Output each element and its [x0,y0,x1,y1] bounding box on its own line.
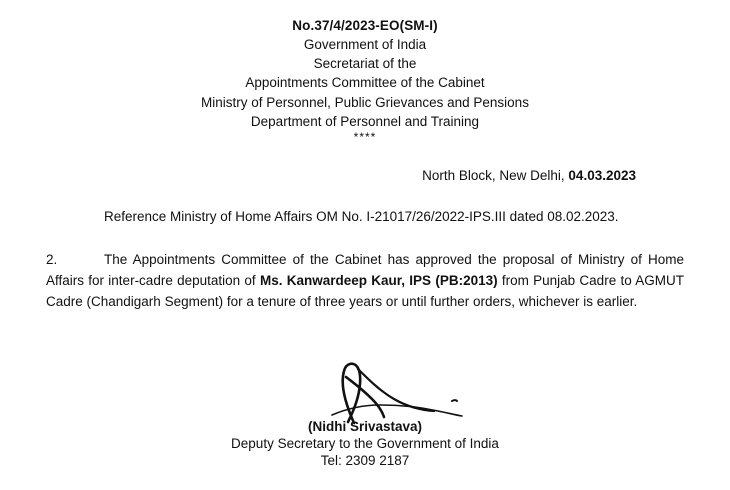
paragraph-2 [46,250,684,313]
paragraph-2-part2: from Punjab Cadre to AGMUT Cadre (Chandigarh Segment) for a tenure of three years or until further orders, whichever is earlier. [46,272,684,309]
header-line-4: Ministry of Personnel, Public Grievances and Pensions [201,94,529,110]
date-text: 04.03.2023 [568,167,636,183]
paragraph-2-body [46,250,684,313]
signatory-telephone: Tel: 2309 2187 [320,453,410,468]
reference-number: No.37/4/2023-EO(SM-I) [292,18,438,33]
handwritten-signature-icon [0,357,730,423]
header-separator: **** [353,129,377,144]
document-header [46,16,684,146]
paragraph-1: Reference Ministry of Home Affairs OM No. I-21017/26/2022-IPS.III dated 08.02.2023. [104,208,619,224]
signatory-name: (Nidhi Srivastava) [307,419,423,434]
signatory-designation: Deputy Secretary to the Government of India [231,436,499,451]
place-and-date [46,168,684,183]
officer-name: Ms. Kanwardeep Kaur, IPS (PB:2013) [259,272,498,288]
paragraph-2-number: 2. [46,251,58,267]
header-line-5: Department of Personnel and Training [250,113,480,129]
header-line-1: Government of India [303,37,427,53]
header-line-3: Appointments Committee of the Cabinet [245,75,485,91]
place-text: North Block, New Delhi, [422,167,565,183]
header-line-2: Secretariat of the [313,56,417,72]
paragraph-2-part1: The Appointments Committee of the Cabinet has approved the proposal of Ministry of Home Affairs for inter-cadre deputation of [46,251,684,288]
signature-block [0,357,730,468]
